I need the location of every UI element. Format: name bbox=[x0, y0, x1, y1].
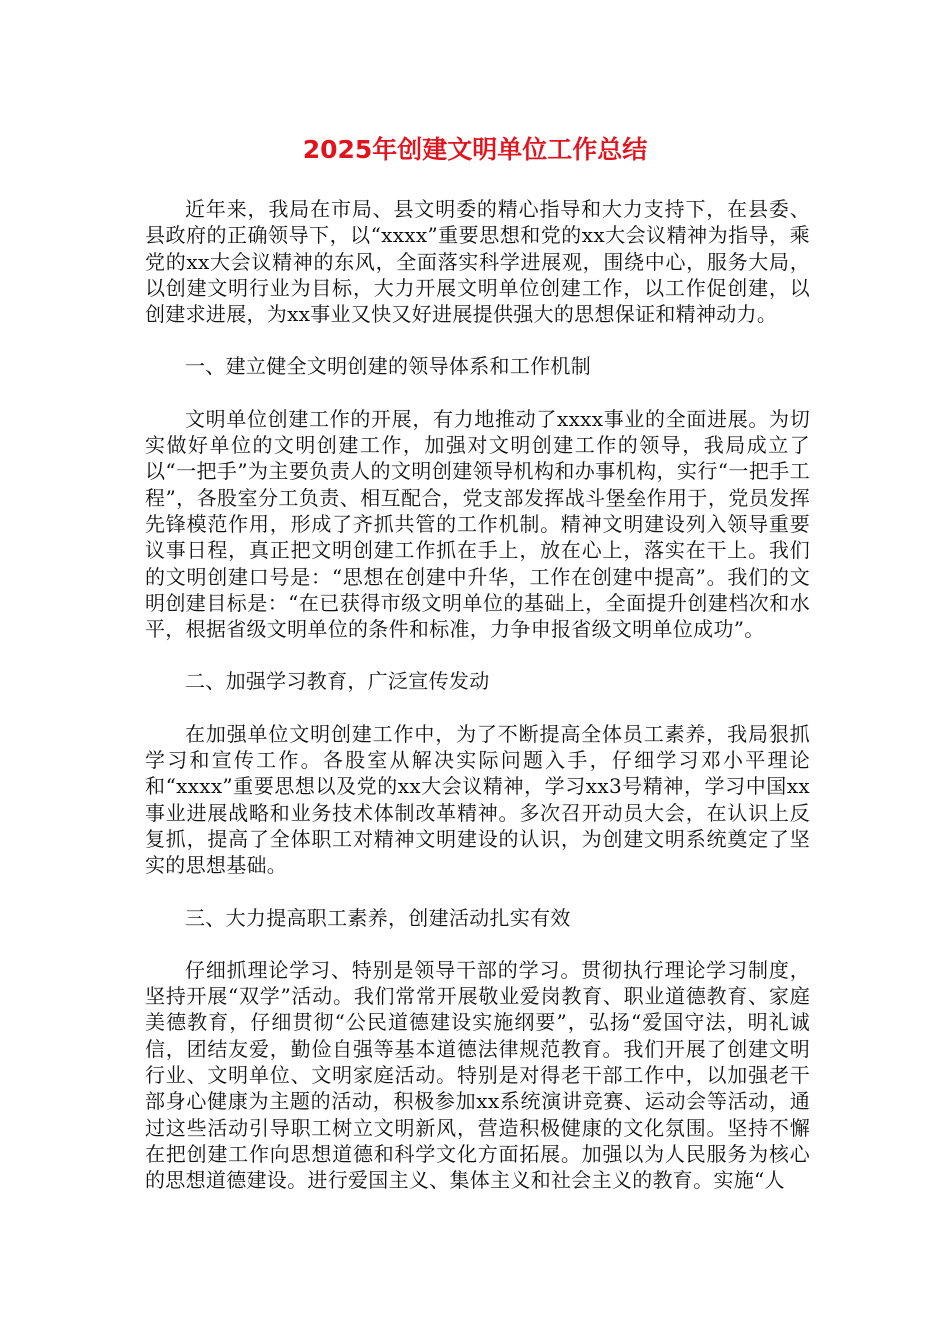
paragraph-spacer bbox=[145, 695, 810, 721]
section-heading-1: 一、建立健全文明创建的领导体系和工作机制 bbox=[185, 354, 591, 379]
document-body bbox=[145, 196, 810, 1194]
paragraph-spacer bbox=[145, 380, 810, 406]
paragraph-spacer bbox=[145, 642, 810, 668]
section-2-paragraph: 在加强单位文明创建工作中，为了不断提高全体员工素养，我局狠抓学习和宣传工作。各股室从解决实际问题入手，仔细学习邓小平理论和“xxxx”重要思想以及党的xx大会议精神，学习xx3号精神，学习中国xx事业进展战略和业务技术体制改革精神。多次召开动员大会，在认识上反复抓，提高了全体职工对精神文明建设的认识，为创建文明系统奠定了坚实的思想基础。 bbox=[145, 721, 810, 878]
section-3-paragraph: 仔细抓理论学习、特别是领导干部的学习。贯彻执行理论学习制度，坚持开展“双学”活动。我们常常开展敬业爱岗教育、职业道德教育、家庭美德教育，仔细贯彻“公民道德建设实施纲要”，弘扬“爱国守法，明礼诚信，团结友爱，勤俭自强等基本道德法律规范教育。我们开展了创建文明行业、文明单位、文明家庭活动。特别是对得老干部工作中，以加强老干部身心健康为主题的活动，积极参加xx系统演讲竞赛、运动会等活动，通过这些活动引导职工树立文明新风，营造积极健康的文化氛围。坚持不懈在把创建工作向思想道德和科学文化方面拓展。加强以为人民服务为核心的思想道德建设。进行爱国主义、集体主义和社会主义的教育。实施“人 bbox=[145, 957, 810, 1193]
document-title: 2025年创建文明单位工作总结 bbox=[302, 135, 648, 164]
paragraph-spacer bbox=[145, 931, 810, 957]
paragraph-spacer bbox=[145, 879, 810, 905]
intro-paragraph: 近年来，我局在市局、县文明委的精心指导和大力支持下，在县委、县政府的正确领导下，以“xxxx”重要思想和党的xx大会议精神为指导，乘党的xx大会议精神的东风，全面落实科学进展观，围绕中心，服务大局，以创建文明行业为目标，大力开展文明单位创建工作，以工作促创建，以创建求进展，为xx事业又快又好进展提供强大的思想保证和精神动力。 bbox=[145, 197, 810, 327]
section-1-paragraph: 文明单位创建工作的开展，有力地推动了xxxx事业的全面进展。为切实做好单位的文明创建工作，加强对文明创建工作的领导，我局成立了以“一把手”为主要负责人的文明创建领导机构和办事机构，实行“一把手工程”，各股室分工负责、相互配合，党支部发挥战斗堡垒作用于，党员发挥先锋模范作用，形成了齐抓共管的工作机制。精神文明建设列入领导重要议事日程，真正把文明创建工作抓在手上，放在心上，落实在干上。我们的文明创建口号是：“思想在创建中升华，工作在创建中提高”。我们的文明创建目标是：“在已获得市级文明单位的基础上，全面提升创建档次和水平，根据省级文明单位的条件和标准，力争申报省级文明单位成功”。 bbox=[145, 406, 810, 642]
section-heading-3: 三、大力提高职工素养，创建活动扎实有效 bbox=[185, 905, 571, 930]
paragraph-spacer bbox=[145, 327, 810, 353]
section-heading-2: 二、加强学习教育，广泛宣传发动 bbox=[185, 669, 490, 694]
